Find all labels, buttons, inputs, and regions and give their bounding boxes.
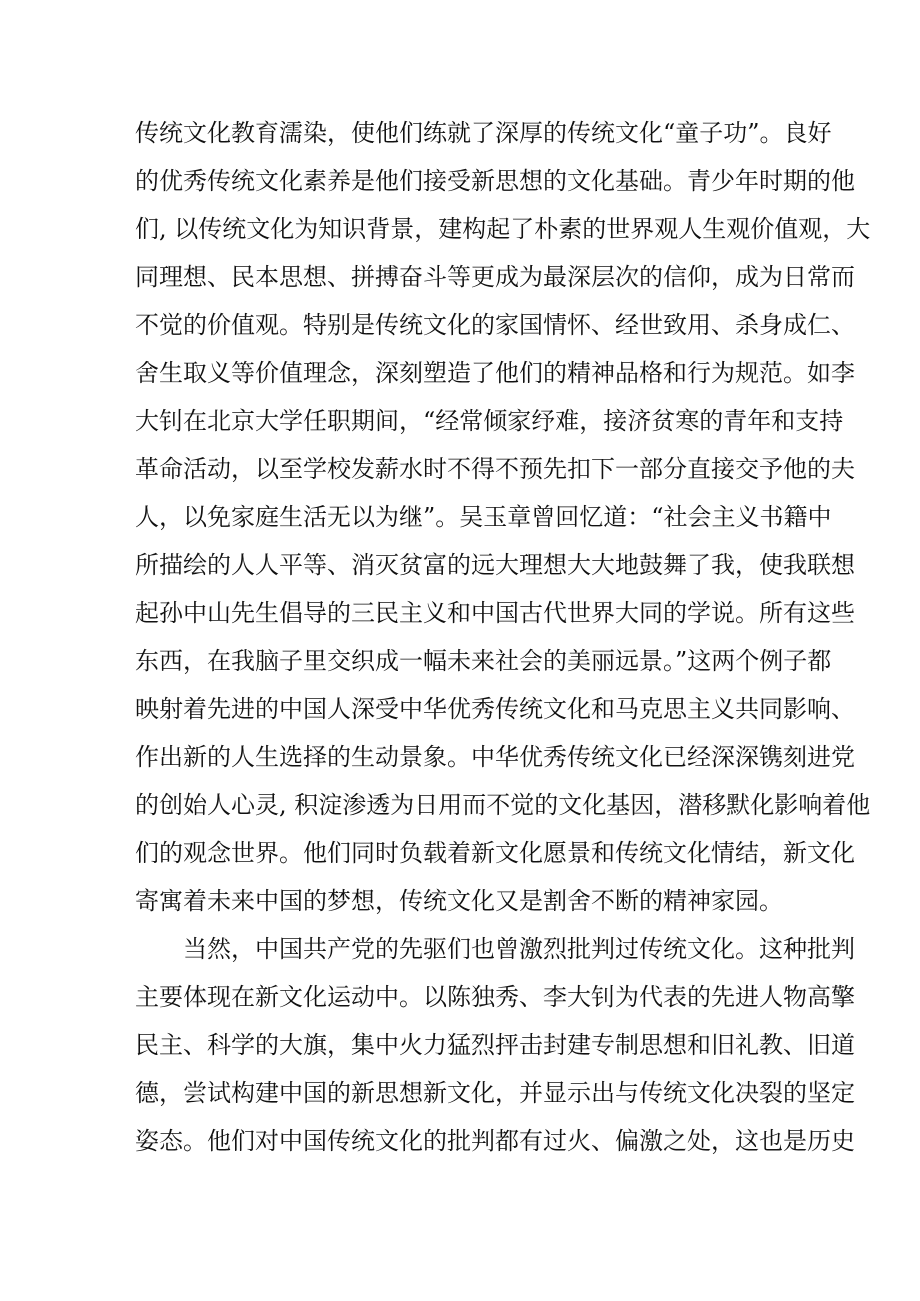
- text-line: 当然，中国共产党的先驱们也曾激烈批判过传统文化。这种批判: [183, 935, 855, 963]
- text-line: 映射着先进的中国人深受中华优秀传统文化和马克思主义共同影响、: [135, 695, 855, 723]
- paragraph-1: [135, 109, 871, 925]
- body-text: [135, 109, 871, 1165]
- text-line: 姿态。他们对中国传统文化的批判都有过火、偏激之处，这也是历史: [135, 1127, 855, 1155]
- text-line: 们, 以传统文化为知识背景，建构起了朴素的世界观人生观价值观，大: [135, 215, 871, 243]
- text-line: 起孙中山先生倡导的三民主义和中国古代世界大同的学说。所有这些: [135, 599, 855, 627]
- text-line: 作出新的人生选择的生动景象。中华优秀传统文化已经深深镌刻进党: [135, 743, 855, 771]
- text-line: 人，以免家庭生活无以为继”。吴玉章曾回忆道：“社会主义书籍中: [135, 503, 832, 531]
- text-line: 东西，在我脑子里交织成一幅未来社会的美丽远景。”这两个例子都: [135, 647, 832, 675]
- text-line: 寄寓着未来中国的梦想，传统文化又是割舍不断的精神家园。: [135, 887, 783, 915]
- text-line: 德，尝试构建中国的新思想新文化，并显示出与传统文化决裂的坚定: [135, 1079, 855, 1107]
- text-line: 舍生取义等价值理念，深刻塑造了他们的精神品格和行为规范。如李: [135, 359, 855, 387]
- text-line: 的优秀传统文化素养是他们接受新思想的文化基础。青少年时期的他: [135, 167, 855, 195]
- text-line: 同理想、民本思想、拼搏奋斗等更成为最深层次的信仰，成为日常而: [135, 263, 855, 291]
- text-line: 不觉的价值观。特别是传统文化的家国情怀、经世致用、杀身成仁、: [135, 311, 855, 339]
- text-line: 主要体现在新文化运动中。以陈独秀、李大钊为代表的先进人物高擎: [135, 983, 855, 1011]
- text-line: 们的观念世界。他们同时负载着新文化愿景和传统文化情结，新文化: [135, 839, 855, 867]
- paragraph-2: [135, 925, 855, 1165]
- text-line: 革命活动，以至学校发薪水时不得不预先扣下一部分直接交予他的夫: [135, 455, 855, 483]
- text-line: 大钊在北京大学任职期间，“经常倾家纾难，接济贫寒的青年和支持: [135, 407, 844, 435]
- text-line: 传统文化教育濡染，使他们练就了深厚的传统文化“童子功”。良好: [135, 119, 832, 147]
- text-line: 所描绘的人人平等、消灭贫富的远大理想大大地鼓舞了我，使我联想: [135, 551, 855, 579]
- text-line: 的创始人心灵, 积淀渗透为日用而不觉的文化基因，潜移默化影响着他: [135, 791, 871, 819]
- text-line: 民主、科学的大旗，集中火力猛烈抨击封建专制思想和旧礼教、旧道: [135, 1031, 855, 1059]
